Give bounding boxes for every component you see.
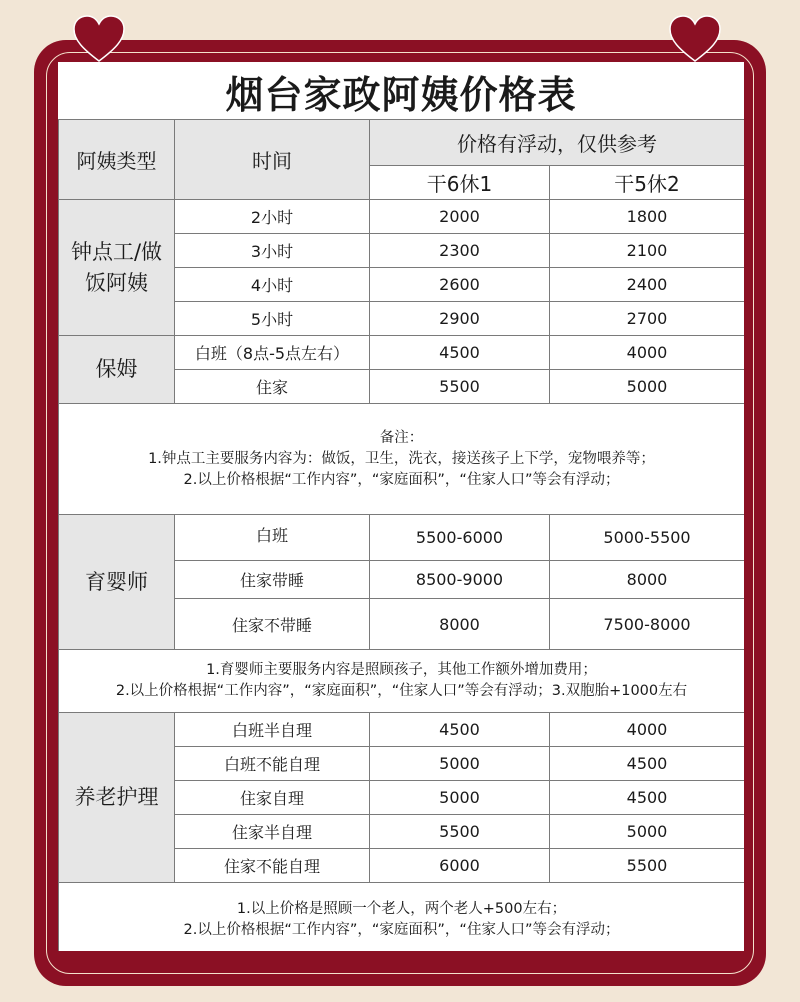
time-cell: 白班 <box>175 515 370 561</box>
time-cell: 5小时 <box>175 302 370 336</box>
time-cell: 白班半自理 <box>175 713 370 747</box>
price-b-cell: 4500 <box>550 747 745 781</box>
time-cell: 住家自理 <box>175 781 370 815</box>
price-b-cell: 5000 <box>550 815 745 849</box>
price-a-cell: 5000 <box>370 747 550 781</box>
notes-heading: 备注： <box>379 429 424 446</box>
note-line: 1.育婴师主要服务内容是照顾孩子，其他工作额外增加费用； <box>206 662 597 678</box>
time-cell: 住家 <box>175 370 370 404</box>
category-nanny: 保姆 <box>59 336 175 404</box>
category-eldercare: 养老护理 <box>59 713 175 883</box>
price-b-cell: 8000 <box>550 561 745 599</box>
time-header: 时间 <box>175 120 370 200</box>
time-cell: 住家不能自理 <box>175 849 370 883</box>
price-b-cell: 2400 <box>550 268 745 302</box>
notes-row <box>59 404 745 515</box>
table-row <box>59 515 745 561</box>
price-b-cell: 5000-5500 <box>550 515 745 561</box>
price-a-cell: 2000 <box>370 200 550 234</box>
note-line: 2.以上价格根据“工作内容”，“家庭面积”，“住家人口”等会有浮动； <box>183 921 620 938</box>
type-header: 阿姨类型 <box>59 120 175 200</box>
price-a-cell: 5500-6000 <box>370 515 550 561</box>
note-line: 1.钟点工主要服务内容为：做饭，卫生，洗衣，接送孩子上下学，宠物喂养等； <box>148 450 655 467</box>
time-cell: 3小时 <box>175 234 370 268</box>
price-note-header: 价格有浮动，仅供参考 <box>370 120 745 166</box>
price-a-cell: 2300 <box>370 234 550 268</box>
header-row <box>59 120 745 166</box>
price-b-cell: 1800 <box>550 200 745 234</box>
category-hourly-line1: 钟点工/做 <box>70 240 163 265</box>
category-childcare: 育婴师 <box>59 515 175 650</box>
heart-icon <box>72 14 126 64</box>
notes-row <box>59 883 745 952</box>
plan-b-header: 干5休2 <box>550 166 745 200</box>
notes-hourly <box>59 404 745 515</box>
note-line: 2.以上价格根据“工作内容”，“家庭面积”，“住家人口”等会有浮动；3.双胞胎+1000左右 <box>115 683 688 699</box>
price-b-cell: 2700 <box>550 302 745 336</box>
table-row <box>59 200 745 234</box>
price-sheet <box>58 62 744 951</box>
price-a-cell: 4500 <box>370 713 550 747</box>
notes-eldercare <box>59 883 745 952</box>
price-a-cell: 4500 <box>370 336 550 370</box>
time-cell: 4小时 <box>175 268 370 302</box>
note-line: 2.以上价格根据“工作内容”，“家庭面积”，“住家人口”等会有浮动； <box>183 471 620 488</box>
price-b-cell: 5500 <box>550 849 745 883</box>
time-cell: 2小时 <box>175 200 370 234</box>
table-row <box>59 336 745 370</box>
category-hourly <box>59 200 175 336</box>
price-b-cell: 7500-8000 <box>550 599 745 650</box>
price-a-cell: 5500 <box>370 815 550 849</box>
notes-row <box>59 650 745 713</box>
price-a-cell: 8500-9000 <box>370 561 550 599</box>
note-line: 1.以上价格是照顾一个老人，两个老人+500左右； <box>236 900 567 917</box>
category-hourly-line2: 饭阿姨 <box>85 270 148 295</box>
heart-icon <box>668 14 722 64</box>
time-cell: 住家半自理 <box>175 815 370 849</box>
page-title: 烟台家政阿姨价格表 <box>225 71 577 117</box>
time-cell: 白班不能自理 <box>175 747 370 781</box>
table-row <box>59 713 745 747</box>
price-b-cell: 2100 <box>550 234 745 268</box>
price-a-cell: 8000 <box>370 599 550 650</box>
price-b-cell: 5000 <box>550 370 745 404</box>
notes-childcare <box>59 650 745 713</box>
time-cell: 住家带睡 <box>175 561 370 599</box>
plan-a-header: 干6休1 <box>370 166 550 200</box>
price-b-cell: 4000 <box>550 713 745 747</box>
price-a-cell: 2900 <box>370 302 550 336</box>
price-b-cell: 4500 <box>550 781 745 815</box>
price-a-cell: 6000 <box>370 849 550 883</box>
price-a-cell: 5500 <box>370 370 550 404</box>
price-a-cell: 5000 <box>370 781 550 815</box>
time-cell: 住家不带睡 <box>175 599 370 650</box>
price-a-cell: 2600 <box>370 268 550 302</box>
time-cell: 白班（8点-5点左右） <box>175 336 370 370</box>
price-table <box>58 119 744 951</box>
price-b-cell: 4000 <box>550 336 745 370</box>
